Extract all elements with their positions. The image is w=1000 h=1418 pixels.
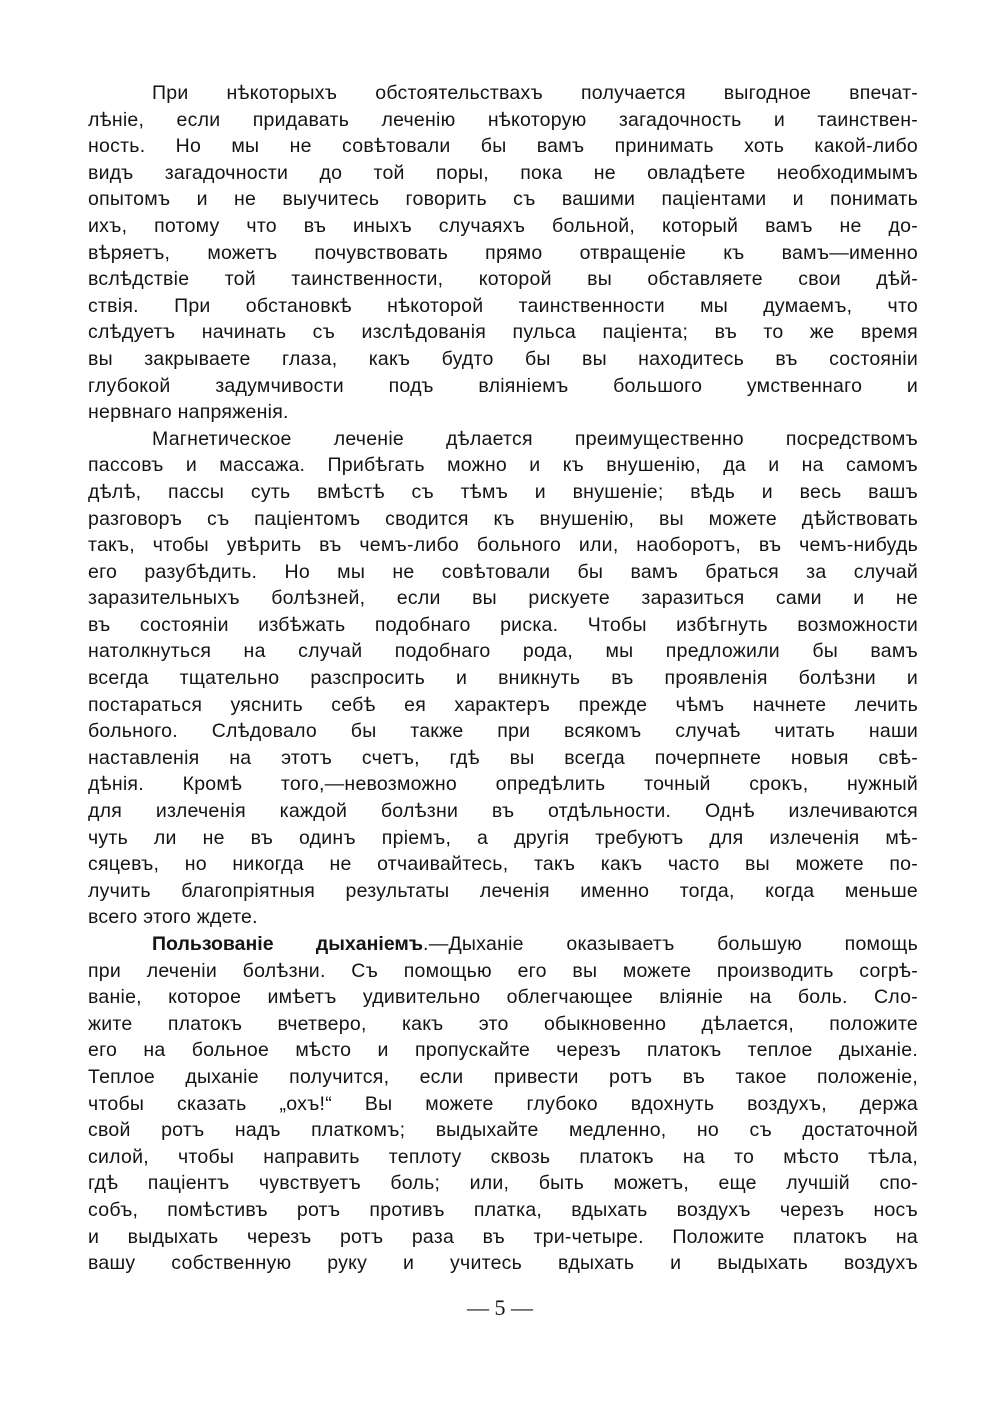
- text-line: всего этого ждете.: [88, 906, 258, 929]
- text-line: При нѣкоторыхъ обстоятельствахъ получается выгодное впечат-: [152, 82, 918, 104]
- text-line: ствія. При обстановкѣ нѣкоторой таинственности мы думаемъ, что: [88, 294, 918, 317]
- text-line: свой ротъ надъ платкомъ; выдыхайте медленно, но съ достаточной: [88, 1119, 918, 1142]
- text-line: видъ загадочности до той поры, пока не овладѣете необходимымъ: [88, 161, 918, 184]
- text-line: пассовъ и массажа. Прибѣгать можно и къ внушенію, да и на самомъ: [88, 454, 918, 477]
- text-line: слѣдуетъ начинать съ изслѣдованія пульса паціента; въ то же время: [88, 321, 918, 344]
- text-line: чуть ли не въ одинъ пріемъ, а другія требуютъ для излеченія мѣ-: [88, 826, 918, 849]
- section-heading: Пользованіе дыханіемъ: [152, 933, 424, 955]
- paragraph-mystery: [88, 80, 918, 426]
- text-line: вашу собственную руку и учитесь вдыхать и выдыхать воздухъ: [88, 1252, 918, 1275]
- text-line: его на больное мѣсто и пропускайте черезъ платокъ теплое дыханіе.: [88, 1039, 918, 1062]
- text-line: лѣніе, если придавать леченію нѣкоторую загадочность и таинствен-: [88, 108, 918, 131]
- heading-line-rest: .—Дыханіе оказываетъ большую помощь: [423, 933, 918, 955]
- text-line: всегда тщательно разспросить и вникнуть въ проявленія болѣзни и: [88, 667, 918, 690]
- text-line: Теплое дыханіе получится, если привести ротъ въ такое положеніе,: [88, 1065, 918, 1088]
- text-line: при леченіи болѣзни. Съ помощью его вы можете производить согрѣ-: [88, 959, 918, 982]
- text-line: ихъ, потому что въ иныхъ случаяхъ больной, который вамъ не до-: [88, 214, 918, 237]
- text-line: ность. Но мы не совѣтовали бы вамъ принимать хоть какой-либо: [88, 135, 918, 158]
- text-line: сяцевъ, но никогда не отчаивайтесь, такъ какъ часто вы можете по-: [88, 853, 918, 876]
- page-number: — 5 —: [467, 1295, 533, 1320]
- text-line: его разубѣдить. Но мы не совѣтовали бы вамъ браться за случай: [88, 560, 918, 583]
- text-line: чтобы сказать „охъ!“ Вы можете глубоко вдохнуть воздухъ, держа: [88, 1092, 918, 1115]
- text-line: разговоръ съ паціентомъ сводится къ внушенію, вы можете дѣйствовать: [88, 507, 918, 530]
- text-line: натолкнуться на случай подобнаго рода, мы предложили бы вамъ: [88, 640, 918, 663]
- paragraph-magnetic-treatment: [88, 426, 918, 931]
- text-line: больного. Слѣдовало бы также при всякомъ случаѣ читать наши: [88, 720, 918, 743]
- text-line: заразительныхъ болѣзней, если вы рискуете заразиться сами и не: [88, 587, 918, 610]
- text-line: силой, чтобы направить теплоту сквозь платокъ на то мѣсто тѣла,: [88, 1145, 918, 1168]
- text-line: дѣлѣ, пассы суть вмѣстѣ съ тѣмъ и внушеніе; вѣдь и весь вашъ: [88, 480, 918, 503]
- text-line: постараться уяснить себѣ ея характеръ прежде чѣмъ начнете лечить: [88, 693, 918, 716]
- text-line: опытомъ и не выучитесь говорить съ вашими паціентами и понимать: [88, 188, 918, 211]
- text-line: наставленія на этотъ счетъ, гдѣ вы всегда почерпнете новыя свѣ-: [88, 746, 918, 769]
- text-line: гдѣ паціентъ чувствуетъ боль; или, быть можетъ, еще лучшій спо-: [88, 1172, 918, 1195]
- page-body: [88, 80, 918, 1277]
- text-line: дѣнія. Кромѣ того,—невозможно опредѣлить точный срокъ, нужный: [88, 773, 918, 796]
- text-line: глубокой задумчивости подъ вліяніемъ большого умственнаго и: [88, 374, 918, 397]
- text-line: нервнаго напряженія.: [88, 401, 289, 424]
- text-line: Магнетическое леченіе дѣлается преимущественно посредствомъ: [152, 427, 918, 450]
- paragraph-breathing: [88, 931, 918, 1277]
- text-line: и выдыхать черезъ ротъ раза въ три-четыре. Положите платокъ на: [88, 1225, 918, 1248]
- text-line: вѣряетъ, можетъ почувствовать прямо отвращеніе къ вамъ—именно: [88, 241, 918, 264]
- text-line: жите платокъ вчетверо, какъ это обыкновенно дѣлается, положите: [88, 1012, 918, 1035]
- text-line: [88, 931, 918, 958]
- text-line: ваніе, которое имѣетъ удивительно облегчающее вліяніе на боль. Сло-: [88, 986, 918, 1009]
- text-line: для излеченія каждой болѣзни въ отдѣльности. Однѣ излечиваются: [88, 800, 918, 823]
- text-line: вы закрываете глаза, какъ будто бы вы находитесь въ состояніи: [88, 347, 918, 370]
- text-line: собъ, помѣстивъ ротъ противъ платка, вдыхать воздухъ черезъ носъ: [88, 1198, 918, 1221]
- text-line: лучить благопріятныя результаты леченія именно тогда, когда меньше: [88, 879, 918, 902]
- text-line: вслѣдствіе той таинственности, которой вы обставляете свои дѣй-: [88, 268, 918, 291]
- text-line: такъ, чтобы увѣрить въ чемъ-либо больного или, наоборотъ, въ чемъ-нибудь: [88, 534, 918, 557]
- text-line: въ состояніи избѣжать подобнаго риска. Чтобы избѣгнуть возможности: [88, 613, 918, 636]
